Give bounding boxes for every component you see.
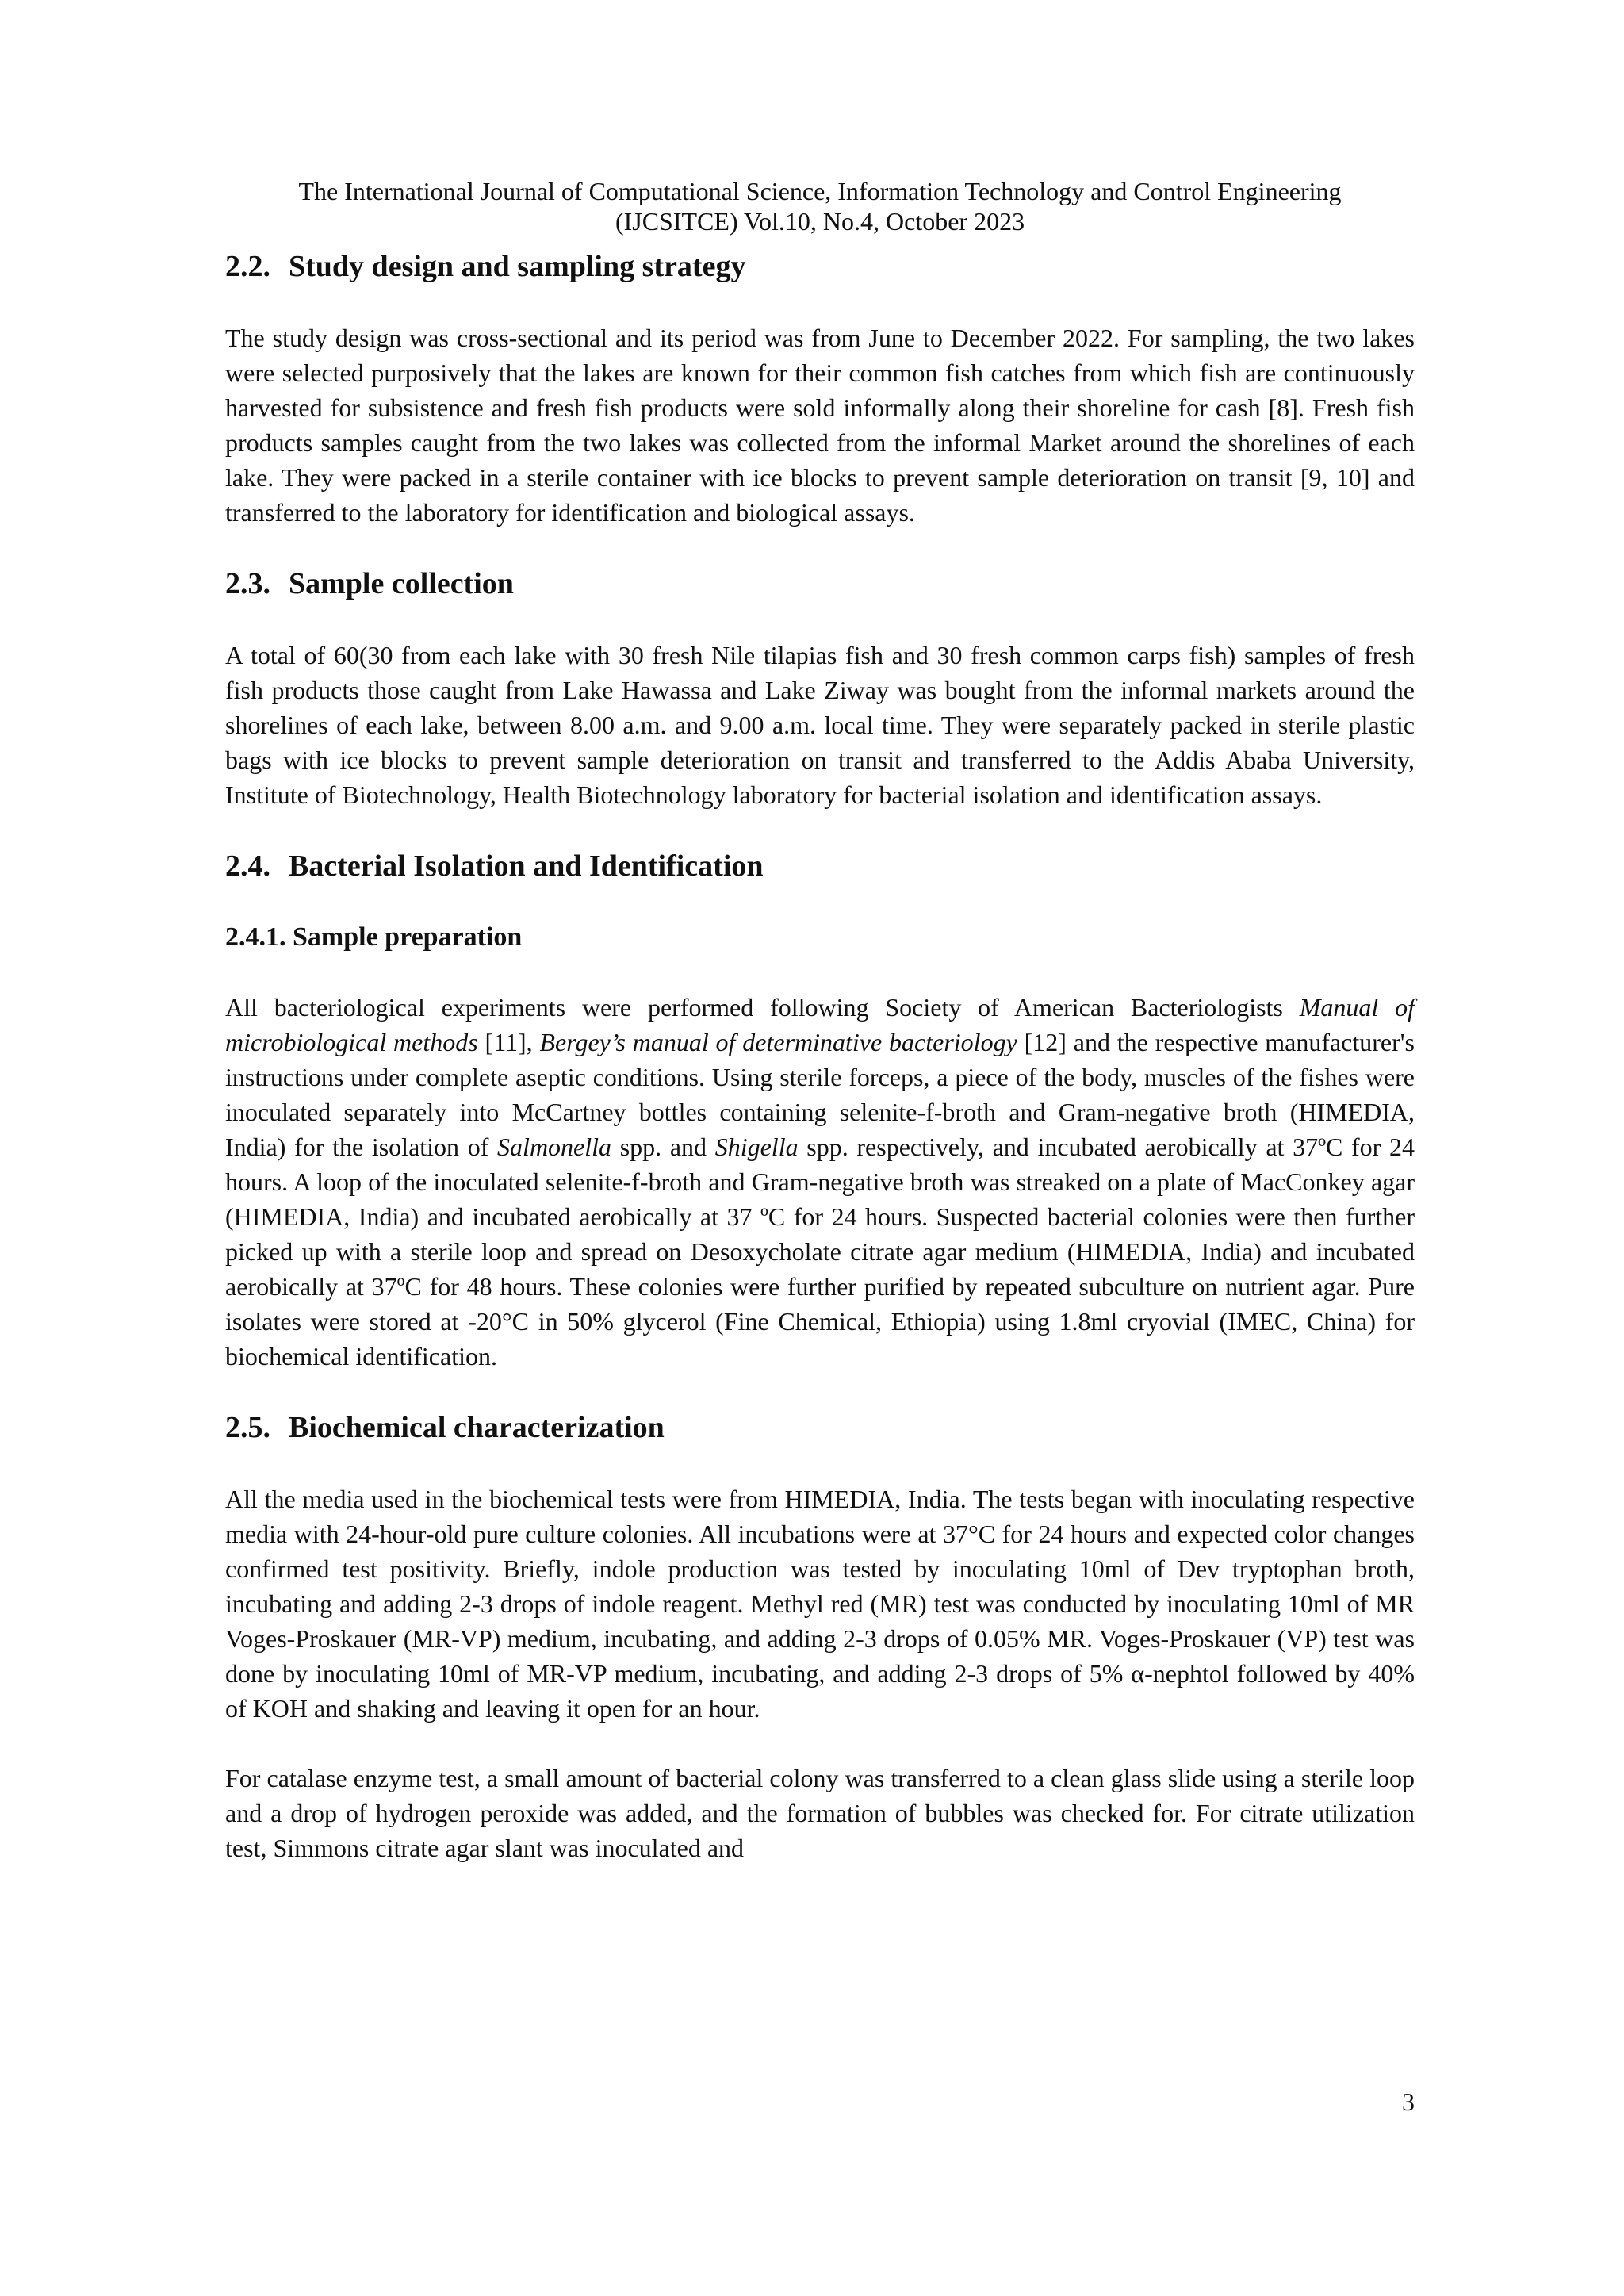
paragraph-biochemical-tests: All the media used in the biochemical tests were from HIMEDIA, India. The tests began with inoculating respective media with 24-hour-old pure culture colonies. All incubations were at 37°C for 24 hours and expected color changes confirmed test positivity. Briefly, indole production was tested by inoculating 10ml of Dev tryptophan broth, incubating and adding 2-3 drops of indole reagent. Methyl red (MR) test was conducted by inoculating 10ml of MR Voges-Proskauer (MR-VP) medium, incubating, and adding 2-3 drops of 0.05% MR. Voges-Proskauer (VP) test was done by inoculating 10ml of MR-VP medium, incubating, and adding 2-3 drops of 5% α-nephtol followed by 40% of KOH and shaking and leaving it open for an hour. — [225, 1485, 1415, 1723]
text-run: [11], — [477, 1028, 540, 1056]
page-number: 3 — [1402, 2087, 1415, 2116]
section-heading-2-2 — [225, 247, 1415, 286]
text-run: All bacteriological experiments were performed following Society of American Bacteriologists — [225, 993, 1300, 1022]
text-run: spp. and — [611, 1133, 715, 1161]
paragraph-study-design: The study design was cross-sectional and its period was from June to December 2022. For sampling, the two lakes were selected purposively that the lakes are known for their common fish catches from which fish are continuously harvested for subsistence and fresh fish products were sold informally along their shoreline for cash [8]. Fresh fish products samples caught from the two lakes was collected from the informal Market around the shorelines of each lake. They were packed in a sterile container with ice blocks to prevent sample deterioration on transit [9, 10] and transferred to the laboratory for identification and biological assays. — [225, 324, 1415, 527]
italic-genus-name: Shigella — [714, 1133, 799, 1161]
paragraph-catalase-citrate: For catalase enzyme test, a small amount of bacterial colony was transferred to a clean glass slide using a sterile loop and a drop of hydrogen peroxide was added, and the formation of bubbles was checked for. For citrate utilization test, Simmons citrate agar slant was inoculated and — [225, 1764, 1415, 1862]
section-number: 2.4. — [225, 849, 270, 883]
text-run: spp. respectively, and incubated aerobically at 37ºC for 24 hours. A loop of the inoculated selenite-f-broth and Gram-negative broth was streaked on a plate of MacConkey agar (HIMEDIA, India) and incubated aerobically at 37 ºC for 24 hours. Suspected bacterial colonies were then further picked up with a sterile loop and spread on Desoxycholate citrate agar medium (HIMEDIA, India) and incubated aerobically at 37ºC for 48 hours. These colonies were further purified by repeated subculture on nutrient agar. Pure isolates were stored at -20°C in 50% glycerol (Fine Chemical, Ethiopia) using 1.8ml cryovial (IMEC, China) for biochemical identification. — [225, 1133, 1415, 1370]
section-heading-2-5 — [225, 1409, 1415, 1447]
text-run: [12] and the respective manufacturer's instructions under complete aseptic conditions. Using sterile forceps, a piece of the body, muscles of the fishes were inoculated separately into McCartney bottles containing selenite-f-broth and Gram-negative broth (HIMEDIA, India) for the isolation of — [225, 1028, 1415, 1161]
section-title: Sample collection — [289, 567, 514, 600]
paragraph-sample-collection: A total of 60(30 from each lake with 30 fresh Nile tilapias fish and 30 fresh common carps fish) samples of fresh fish products those caught from Lake Hawassa and Lake Ziway was bought from the informal markets around the shorelines of each lake, between 8.00 a.m. and 9.00 a.m. local time. They were separately packed in sterile plastic bags with ice blocks to prevent sample deterioration on transit and transferred to the Addis Ababa University, Institute of Biotechnology, Health Biotechnology laboratory for bacterial isolation and identification assays. — [225, 641, 1415, 809]
journal-header — [225, 176, 1415, 236]
document-body — [225, 247, 1415, 1865]
paragraph-sample-preparation — [225, 990, 1415, 1374]
section-title: Bacterial Isolation and Identification — [289, 849, 764, 883]
italic-reference-title: Bergey’s manual of determinative bacteriology — [539, 1028, 1017, 1056]
section-heading-2-4 — [225, 847, 1415, 885]
section-number: 2.3. — [225, 567, 270, 600]
section-number: 2.5. — [225, 1411, 270, 1444]
section-title: Study design and sampling strategy — [289, 250, 746, 283]
section-number: 2.2. — [225, 250, 270, 283]
section-title: Biochemical characterization — [289, 1411, 665, 1444]
italic-reference-title: Manual of microbiological methods — [225, 993, 1415, 1056]
journal-header-line-2: (IJCSITCE) Vol.10, No.4, October 2023 — [615, 207, 1025, 236]
section-heading-2-3 — [225, 565, 1415, 603]
italic-genus-name: Salmonella — [497, 1133, 612, 1161]
journal-header-line-1: The International Journal of Computational Science, Information Technology and Control Engineering — [298, 177, 1342, 205]
subsection-heading-2-4-1: 2.4.1. Sample preparation — [225, 922, 523, 952]
